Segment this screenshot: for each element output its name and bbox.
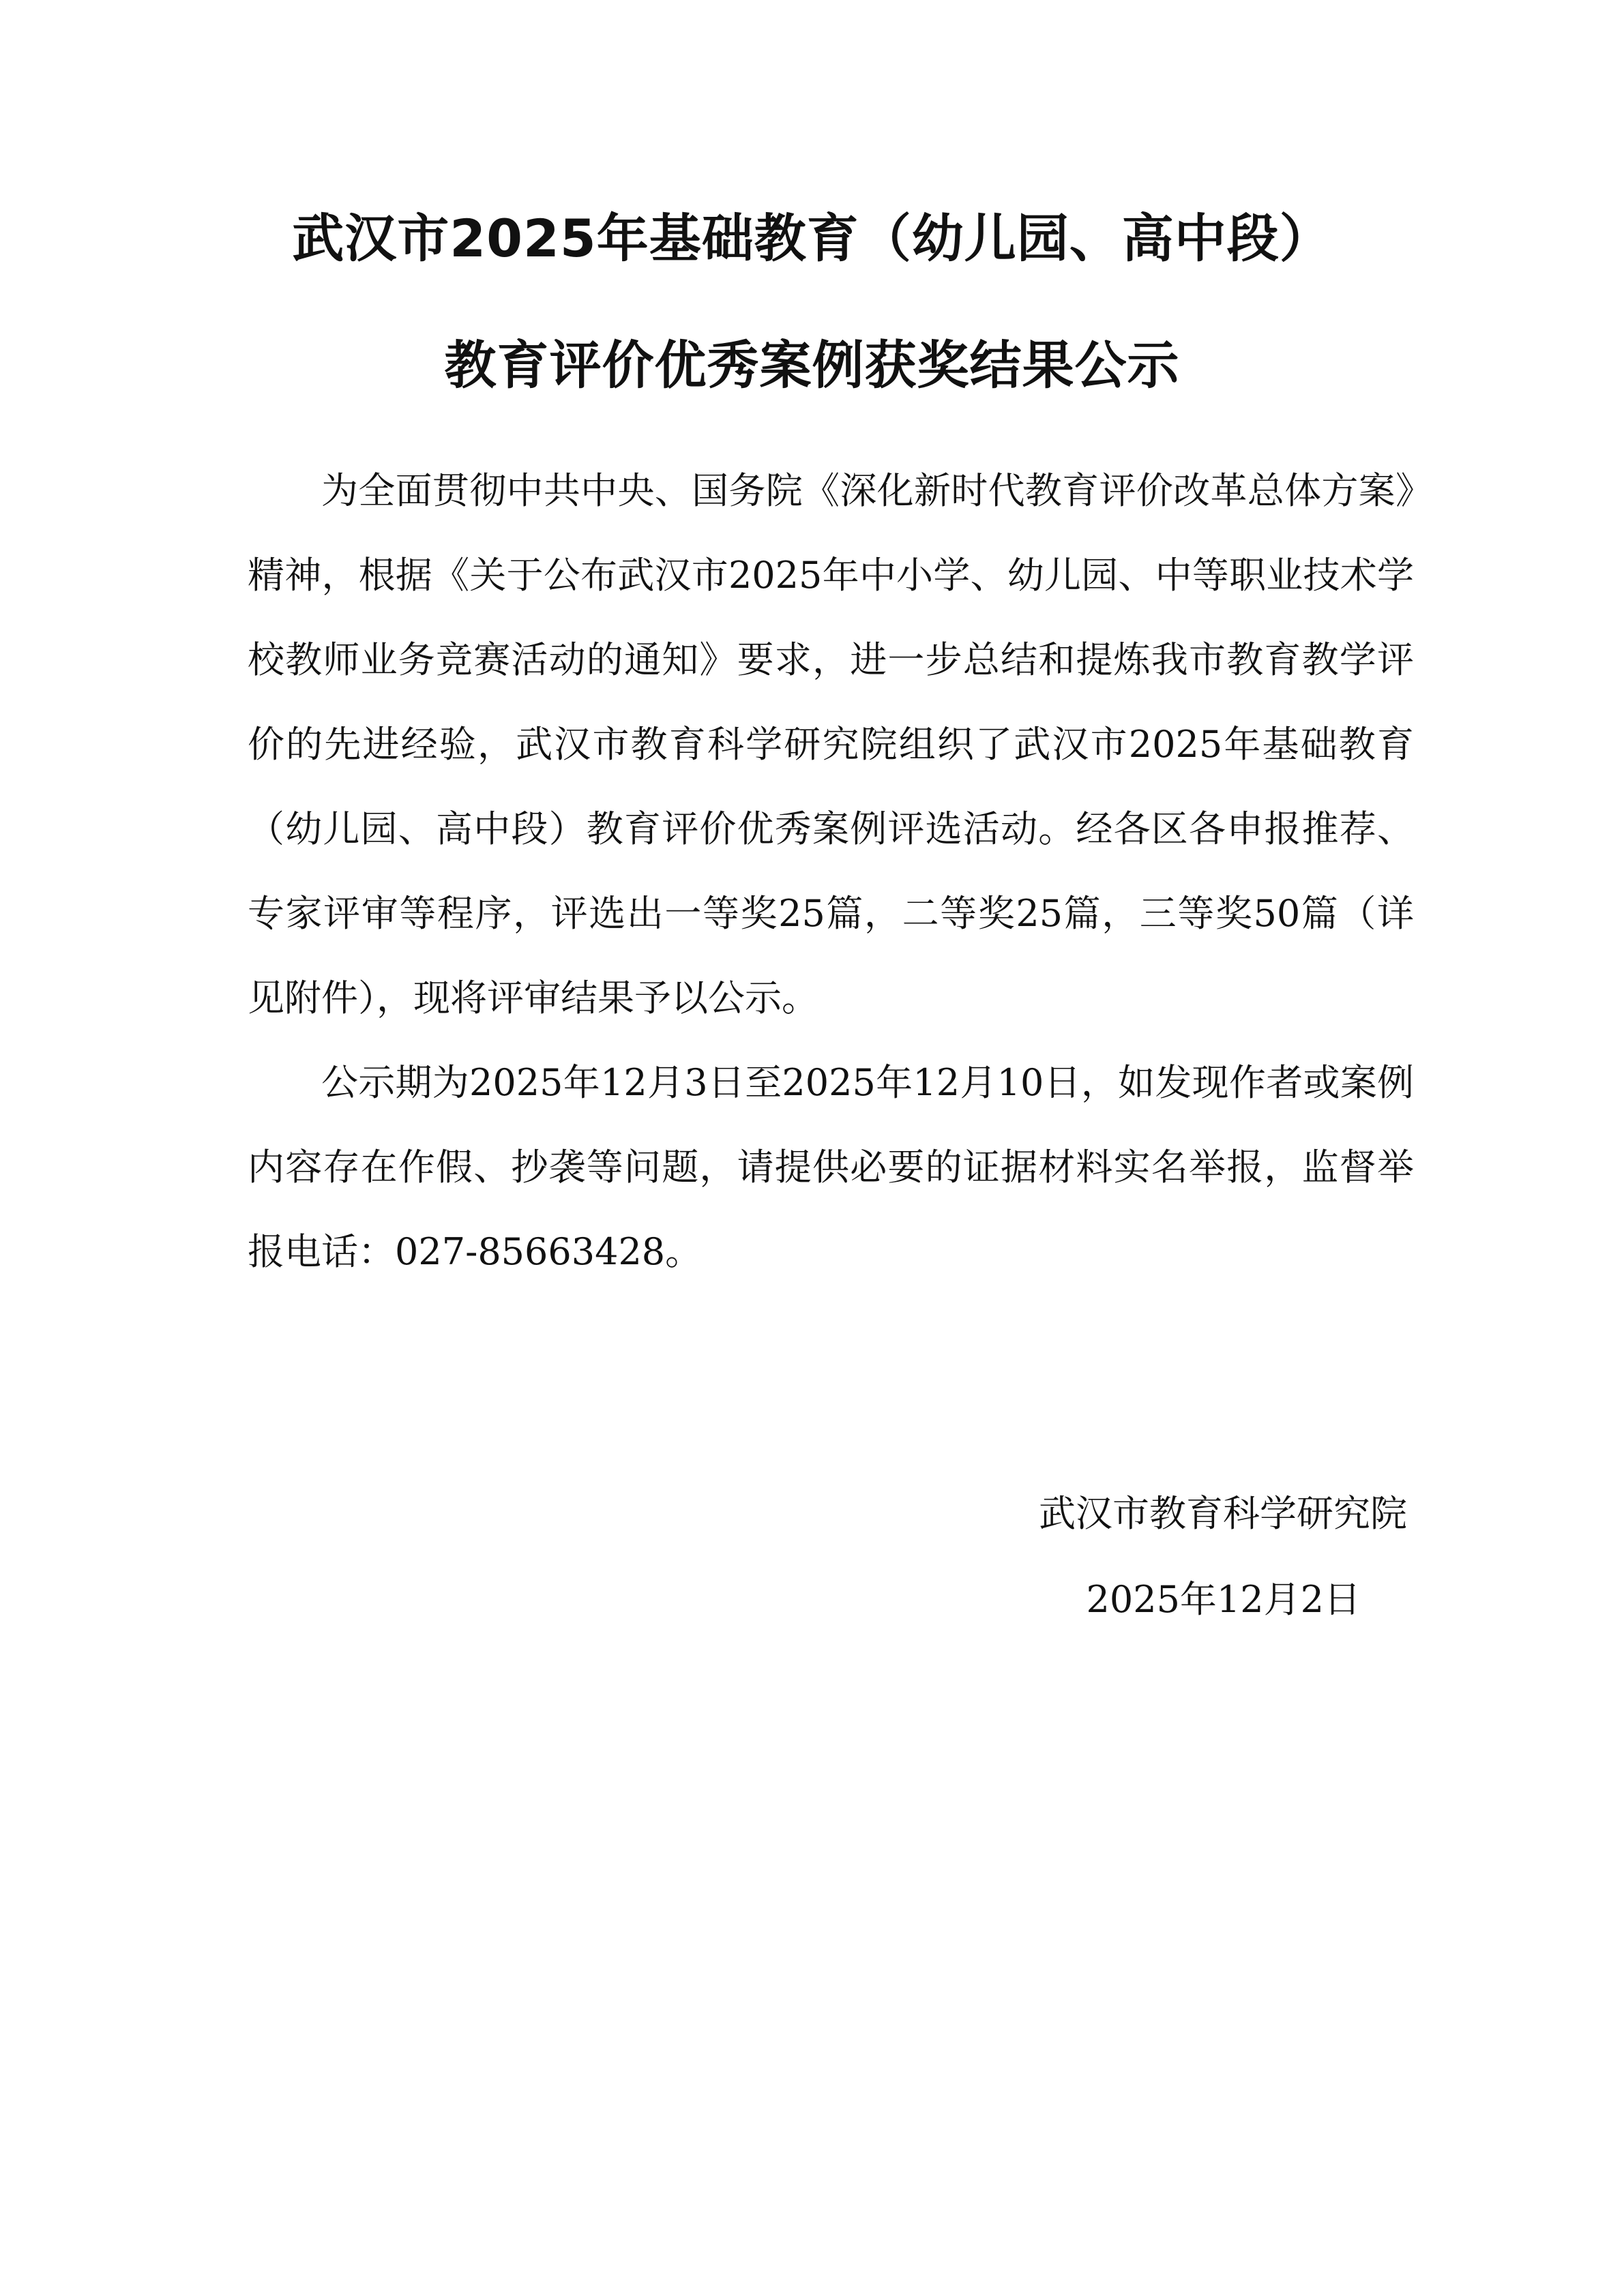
signature-date: 2025年12月2日 [1086,1578,1361,1621]
body-paragraph-1: 为全面贯彻中共中央、国务院《深化新时代教育评价改革总体方案》精神，根据《关于公布武汉市2025年中小学、幼儿园、中等职业技术学校教师业务竞赛活动的通知》要求，进一步总结和提炼我市教育教学评价的先进经验，武汉市教育科学研究院组织了武汉市2025年基础教育（幼儿园、高中段）教育评价优秀案例评选活动。经各区各申报推荐、专家评审等程序，评选出一等奖25篇，二等奖25篇，三等奖50篇（详见附件），现将评审结果予以公示。 [248,469,1414,1019]
body-paragraph-2: 公示期为2025年12月3日至2025年12月10日，如发现作者或案例内容存在作假、抄袭等问题，请提供必要的证据材料实名举报，监督举报电话：027-85663428。 [248,1061,1414,1273]
document-title-line-1: 武汉市2025年基础教育（幼儿园、高中段） [292,208,1332,269]
signature-organization: 武汉市教育科学研究院 [1039,1492,1407,1535]
document-title-line-2: 教育评价优秀案例获奖结果公示 [444,335,1180,396]
